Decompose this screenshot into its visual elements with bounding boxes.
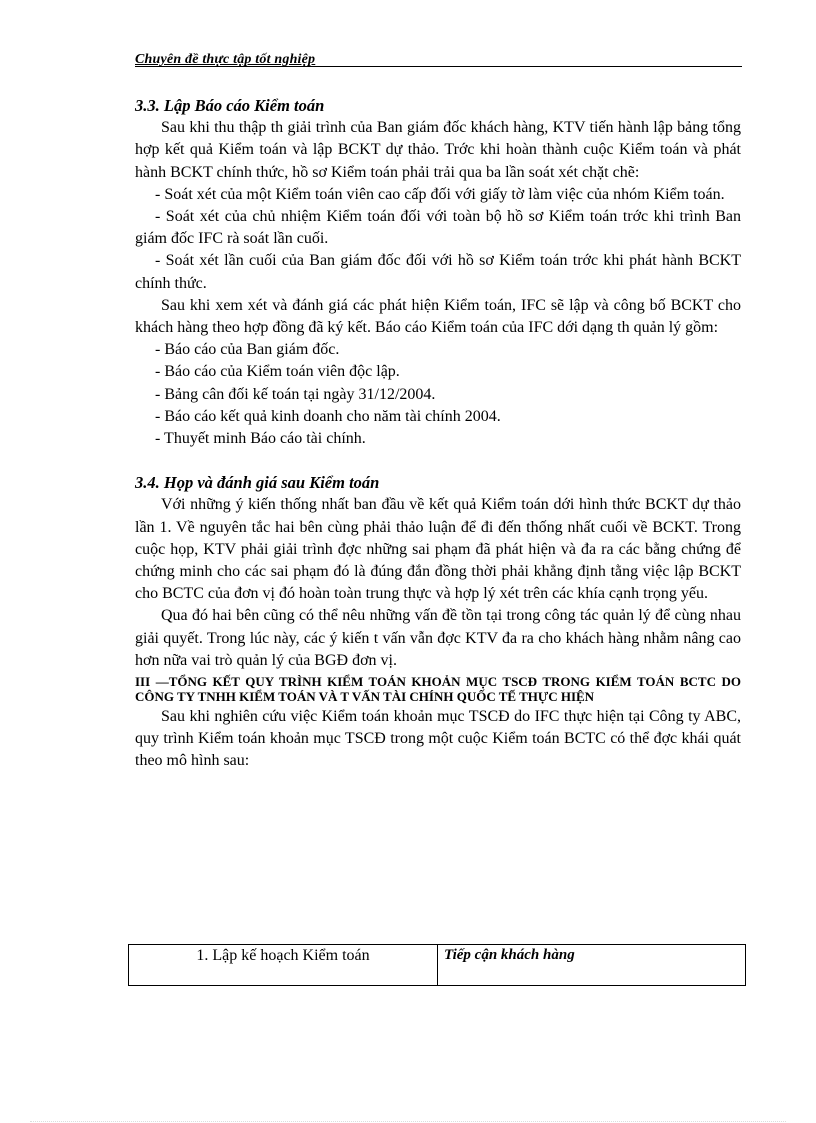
report-item-4: - Báo cáo kết quả kinh doanh cho năm tài chính 2004. [155,407,501,425]
document-body [135,95,741,773]
section-3-4-title: 3.4. Họp và đánh giá sau Kiểm toán [135,473,380,493]
section-3-3-title: 3.3. Lập Báo cáo Kiểm toán [135,96,325,115]
table-row [129,945,746,986]
step-cell: 1. Lập kế hoạch Kiểm toán [129,945,438,986]
section-iii-paragraph-1: Sau khi nghiên cứu việc Kiểm toán khoản mục TSCĐ do IFC thực hiện tại Công ty ABC, quy trình Kiểm toán khoản mục TSCĐ trong một cuộc Kiểm toán BCTC có thể đợc khái quát theo mô hình sau: [135,708,741,770]
step-detail-cell: Tiếp cận khách hàng [438,945,746,986]
review-item-1: - Soát xét của một Kiểm toán viên cao cấp đối với giấy tờ làm việc của nhóm Kiểm toán. [155,185,725,203]
section-3-4-paragraph-1: Với những ý kiến thống nhất ban đầu về kết quả Kiểm toán dới hình thức BCKT dự thảo lần 1. Về nguyên tắc hai bên cùng phải thảo luận để đi đến thống nhất cuối về BCKT. Trong cuộc họp, KTV phải giải trình đợc những sai phạm đã phát hiện và đa ra các bằng chứng để chứng minh cho các sai phạm đó là đúng đắn đồng thời phải khẳng định tằng việc lập BCKT cho BCTC của đơn vị đó hoàn toàn trung thực và hợp lý xét trên các khía cạnh trọng yếu. [135,496,741,603]
section-3-4-paragraph-2: Qua đó hai bên cũng có thể nêu những vấn đề tồn tại trong công tác quản lý để cùng nhau giải quyết. Trong lúc này, các ý kiến t vấn vẫn đợc KTV đa ra cho khách hàng nhằm nâng cao hơn nữa vai trò quản lý của BGĐ đơn vị. [135,607,741,669]
process-flow-table [128,944,746,986]
review-item-2: - Soát xét của chủ nhiệm Kiểm toán đối với toàn bộ hồ sơ Kiểm toán trớc khi trình Ban giám đốc IFC rà soát lần cuối. [135,208,741,248]
section-3-3-paragraph-1: Sau khi thu thập th giải trình của Ban giám đốc khách hàng, KTV tiến hành lập bảng tổng hợp kết quả Kiểm toán và lập BCKT dự thảo. Trớc khi hoàn thành cuộc Kiểm toán và phát hành BCKT chính thức, hồ sơ Kiểm toán phải trải qua ba lần soát xét chặt chẽ: [135,119,741,181]
report-item-1: - Báo cáo của Ban giám đốc. [155,341,340,359]
header-title: Chuyên đề thực tập tốt nghiệp [135,52,316,67]
page-header [135,50,742,67]
review-item-3: - Soát xét lần cuối của Ban giám đốc đối với hồ sơ Kiểm toán trớc khi phát hành BCKT chính thức. [135,252,741,292]
report-item-5: - Thuyết minh Báo cáo tài chính. [155,430,366,448]
page-footer-divider [30,1121,786,1122]
section-3-3-paragraph-2: Sau khi xem xét và đánh giá các phát hiện Kiểm toán, IFC sẽ lập và công bố BCKT cho khách hàng theo hợp đồng đã ký kết. Báo cáo Kiểm toán của IFC dới dạng th quản lý gồm: [135,296,741,337]
spacer [135,450,741,472]
report-item-2: - Báo cáo của Kiểm toán viên độc lập. [155,363,400,381]
report-item-3: - Bảng cân đối kế toán tại ngày 31/12/2004. [155,385,436,403]
section-iii-title: III —TỔNG KẾT QUY TRÌNH KIỂM TOÁN KHOẢN MỤC TSCĐ TRONG KIỂM TOÁN BCTC DO CÔNG TY TNHH KIỂM TOÁN VÀ T VẤN TÀI CHÍNH QUỐC TẾ THỰC HIỆN [135,674,741,705]
